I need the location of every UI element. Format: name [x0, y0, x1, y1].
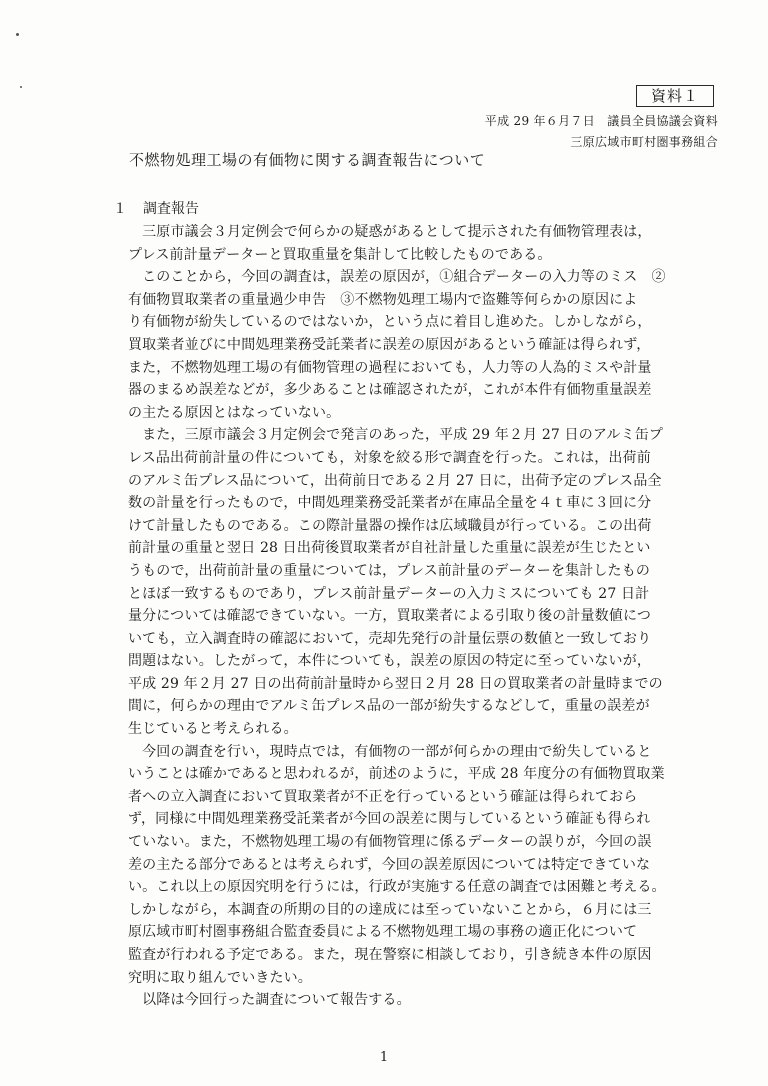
body-text-line: 量分については確認できていない。一方，買取業者による引取り後の計量数値につ: [128, 608, 651, 625]
page-number: 1: [379, 1050, 389, 1065]
body-text-line: い。これ以上の原因究明を行うには，行政が実施する任意の調査では困難と考える。: [128, 879, 666, 896]
body-text-line: このことから，今回の調査は，誤差の原因が，①組合データーの入力等のミス ②: [128, 269, 666, 286]
body-text-line: 前計量の重量と翌日 28 日出荷後買取業者が自社計量した重量に誤差が生じたとい: [128, 540, 651, 557]
body-text-line: プレス前計量データーと買取重量を集計して比較したものである。: [128, 246, 552, 263]
body-text-line: 今回の調査を行い，現時点では，有価物の一部が何らかの理由で紛失していると: [128, 743, 652, 760]
report-body: [128, 221, 718, 1012]
body-text-line: ていない。また，不燃物処理工場の有価物管理に係るデーターの誤りが，今回の誤: [128, 834, 652, 851]
body-text-line: うもので，出荷前計量の重量については，プレス前計量のデーターを集計したもの: [128, 562, 651, 579]
body-text-line: しかしながら，本調査の所期の目的の達成には至っていないことから，６月には三: [128, 901, 652, 918]
body-text-line: けて計量したものである。この際計量器の操作は広域職員が行っている。この出荷: [128, 517, 652, 534]
body-text-line: いても，立入調査時の確認において，売却先発行の計量伝票の数値と一致しており: [128, 630, 652, 647]
body-text-line: 三原市議会３月定例会で何らかの疑惑があるとして提示された有価物管理表は，: [128, 224, 652, 240]
body-text-line: 以降は今回行った調査について報告する。: [128, 992, 411, 1009]
scan-speck: [20, 86, 22, 88]
body-text-line: 問題はない。したがって，本件についても，誤差の原因の特定に至っていないが，: [128, 653, 651, 670]
body-text-line: 差の主たる部分であるとは考えられず，今回の誤差原因については特定できていな: [128, 856, 651, 873]
body-text-line: 買取業者並びに中間処理業務受託業者に誤差の原因があるという確証は得られず，: [128, 336, 651, 353]
body-text-line: 生じていると考えられる。: [128, 721, 298, 738]
body-text-line: 監査が行われる予定である。また，現在警察に相談しており，引き続き本件の原因: [128, 947, 652, 963]
section-heading: [113, 200, 199, 218]
body-text-line: 間に，何らかの理由でアルミ缶プレス品の一部が紛失するなどして，重量の誤差が: [128, 698, 650, 715]
body-text-line: また，不燃物処理工場の有価物管理の過程においても，人力等の人為的ミスや計量: [128, 359, 652, 376]
body-text-line: の主たる原因とはなっていない。: [128, 404, 341, 421]
section-number: １: [113, 201, 127, 217]
body-text-line: とほぼ一致するものであり，プレス前計量データーの入力ミスについても 27 日計: [128, 585, 650, 602]
scan-speck: [16, 33, 19, 36]
body-text-line: 原広域市町村圏事務組合監査委員による不燃物処理工場の事務の適正化について: [128, 924, 638, 941]
body-text-line: のアルミ缶プレス品について，出荷前日である２月 27 日に，出荷予定のプレス品全: [128, 472, 662, 489]
body-text-line: 有価物買取業者の重量過少申告 ③不燃物処理工場内で盗難等何らかの原因によ: [128, 291, 638, 308]
body-text-line: ず，同様に中間処理業務受託業者が今回の誤差に関与しているという確証も得られ: [128, 811, 651, 828]
section-heading-text: 調査報告: [143, 201, 199, 217]
body-text-line: また，三原市議会３月定例会で発言のあった，平成 29 年２月 27 日のアルミ缶プ: [128, 427, 664, 444]
body-text-line: いうことは確かであると思われるが，前述のように，平成 28 年度分の有価物買取業: [128, 766, 665, 783]
body-text-line: り有価物が紛失しているのではないか，という点に着目し進めた。しかしながら，: [128, 314, 652, 331]
body-text-line: 究明に取り組んでいきたい。: [128, 969, 312, 986]
organization-line: 三原広域市町村圏事務組合: [570, 135, 718, 149]
body-text-line: 者への立入調査において買取業者が不正を行っているという確証は得られておら: [128, 788, 638, 805]
document-label-box: 資料１: [636, 85, 714, 107]
document-title: 不燃物処理工場の有価物に関する調査報告について: [129, 151, 486, 169]
meeting-date-line: 平成 29 年６月７日 議員全員協議会資料: [484, 114, 718, 128]
body-text-line: 平成 29 年２月 27 日の出荷前計量時から翌日２月 28 日の買取業者の計量時までの: [128, 675, 663, 692]
body-text-line: レス品出荷前計量の件についても，対象を絞る形で調査を行った。これは，出荷前: [128, 449, 651, 466]
body-text-line: 器のまるめ誤差などが，多少あることは確認されたが，これが本件有価物重量誤差: [128, 382, 652, 399]
body-text-line: 数の計量を行ったもので，中間処理業務受託業者が在庫品全量を４ｔ車に３回に分: [128, 495, 652, 512]
